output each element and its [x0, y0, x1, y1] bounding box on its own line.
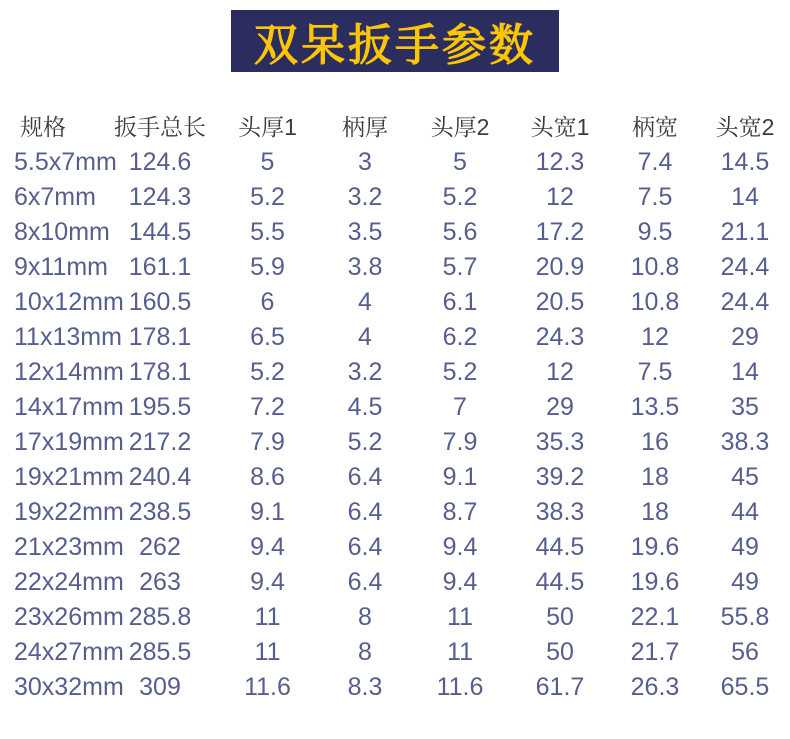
spec-table: [0, 105, 790, 705]
spec-cell: 9x11mm: [14, 253, 109, 281]
table-row: [0, 250, 790, 285]
page-title: 双呆扳手参数: [254, 21, 536, 70]
value-cell: 4: [358, 288, 372, 316]
value-cell: 49: [731, 568, 759, 596]
value-cell: 178.1: [128, 323, 192, 351]
spec-cell: 19x22mm: [14, 498, 124, 526]
value-cell: 44.5: [535, 568, 585, 596]
value-cell: 61.7: [535, 673, 585, 701]
value-cell: 7.4: [637, 148, 673, 176]
value-cell: 6: [260, 288, 275, 316]
value-cell: 49: [731, 533, 759, 561]
value-cell: 8.3: [347, 673, 383, 701]
value-cell: 6.4: [347, 568, 383, 596]
spec-cell: 24x27mm: [14, 638, 124, 666]
spec-cell: 8x10mm: [14, 218, 110, 246]
column-header: 头宽1: [530, 113, 590, 140]
value-cell: 6.1: [442, 288, 478, 316]
value-cell: 7.5: [637, 183, 673, 211]
value-cell: 9.5: [637, 218, 673, 246]
column-header: 柄宽: [632, 113, 678, 140]
table-row: [0, 565, 790, 600]
value-cell: 7.9: [250, 428, 285, 456]
spec-cell: 6x7mm: [14, 183, 96, 211]
value-cell: 38.3: [535, 498, 585, 526]
value-cell: 14.5: [720, 148, 770, 176]
value-cell: 21.7: [630, 638, 680, 666]
table-row: [0, 425, 790, 460]
value-cell: 4: [358, 323, 372, 351]
spec-cell: 21x23mm: [14, 533, 124, 561]
value-cell: 18: [641, 498, 669, 526]
spec-cell: 19x21mm: [14, 463, 124, 491]
value-cell: 5.6: [442, 218, 478, 246]
table-row: [0, 635, 790, 670]
value-cell: 11: [447, 638, 473, 666]
value-cell: 65.5: [720, 673, 770, 701]
value-cell: 6.2: [442, 323, 478, 351]
value-cell: 5.2: [442, 183, 478, 211]
table-row: [0, 530, 790, 565]
value-cell: 12: [641, 323, 669, 351]
value-cell: 16: [641, 428, 669, 456]
value-cell: 9.1: [250, 498, 285, 526]
column-header: 柄厚: [342, 113, 388, 140]
value-cell: 5.2: [250, 183, 285, 211]
value-cell: 56: [731, 638, 759, 666]
value-cell: 11: [447, 603, 473, 631]
value-cell: 7.2: [250, 393, 285, 421]
value-cell: 3: [358, 148, 372, 176]
table-row: [0, 145, 790, 180]
table-row: [0, 390, 790, 425]
value-cell: 3.5: [347, 218, 383, 246]
value-cell: 6.4: [347, 533, 383, 561]
value-cell: 39.2: [535, 463, 585, 491]
spec-cell: 14x17mm: [14, 393, 124, 421]
table-row: [0, 670, 790, 705]
value-cell: 4.5: [347, 393, 383, 421]
value-cell: 5.2: [347, 428, 383, 456]
value-cell: 12: [546, 183, 574, 211]
value-cell: 9.4: [250, 568, 285, 596]
column-header: 头厚2: [430, 113, 490, 140]
value-cell: 5: [453, 148, 467, 176]
value-cell: 124.3: [128, 183, 192, 211]
value-cell: 262: [139, 533, 181, 561]
spec-cell: 5.5x7mm: [14, 148, 117, 176]
value-cell: 285.5: [128, 638, 192, 666]
value-cell: 26.3: [630, 673, 680, 701]
value-cell: 13.5: [630, 393, 680, 421]
table-row: [0, 320, 790, 355]
value-cell: 19.6: [630, 533, 680, 561]
value-cell: 35.3: [535, 428, 585, 456]
value-cell: 7.5: [637, 358, 673, 386]
value-cell: 161.1: [128, 253, 192, 281]
value-cell: 14: [731, 183, 759, 211]
value-cell: 29: [546, 393, 574, 421]
value-cell: 240.4: [128, 463, 192, 491]
value-cell: 8: [358, 638, 372, 666]
value-cell: 19.6: [630, 568, 680, 596]
value-cell: 11: [254, 638, 281, 666]
value-cell: 21.1: [720, 218, 770, 246]
value-cell: 9.4: [442, 533, 478, 561]
spec-cell: 12x14mm: [14, 358, 124, 386]
table-row: [0, 460, 790, 495]
value-cell: 29: [731, 323, 759, 351]
value-cell: 195.5: [128, 393, 192, 421]
value-cell: 45: [731, 463, 759, 491]
value-cell: 38.3: [720, 428, 770, 456]
title-banner: [231, 10, 559, 72]
value-cell: 5.9: [250, 253, 285, 281]
value-cell: 10.8: [630, 253, 680, 281]
spec-cell: 23x26mm: [14, 603, 124, 631]
value-cell: 178.1: [128, 358, 192, 386]
value-cell: 5: [260, 148, 275, 176]
value-cell: 5.2: [250, 358, 285, 386]
table-row: [0, 180, 790, 215]
value-cell: 11.6: [244, 673, 291, 701]
value-cell: 6.4: [347, 498, 383, 526]
column-header: 头宽2: [715, 113, 775, 140]
value-cell: 263: [139, 568, 181, 596]
value-cell: 8: [358, 603, 372, 631]
value-cell: 5.2: [442, 358, 478, 386]
spec-cell: 10x12mm: [14, 288, 124, 316]
value-cell: 55.8: [720, 603, 770, 631]
value-cell: 309: [139, 673, 181, 701]
value-cell: 14: [731, 358, 759, 386]
spec-cell: 11x13mm: [14, 323, 122, 351]
spec-cell: 30x32mm: [14, 673, 124, 701]
value-cell: 11: [254, 603, 281, 631]
value-cell: 17.2: [535, 218, 585, 246]
table-row: [0, 495, 790, 530]
value-cell: 24.4: [720, 288, 770, 316]
value-cell: 9.4: [250, 533, 285, 561]
table-row: [0, 285, 790, 320]
value-cell: 9.1: [442, 463, 478, 491]
value-cell: 8.7: [442, 498, 478, 526]
value-cell: 44: [731, 498, 759, 526]
value-cell: 160.5: [128, 288, 192, 316]
value-cell: 7.9: [442, 428, 478, 456]
value-cell: 6.4: [347, 463, 383, 491]
value-cell: 50: [546, 638, 574, 666]
value-cell: 3.8: [347, 253, 383, 281]
value-cell: 18: [641, 463, 669, 491]
value-cell: 20.5: [535, 288, 585, 316]
value-cell: 8.6: [250, 463, 285, 491]
table-body: [0, 145, 790, 705]
value-cell: 124.6: [128, 148, 192, 176]
table-row: [0, 355, 790, 390]
spec-cell: 22x24mm: [14, 568, 124, 596]
value-cell: 3.2: [347, 183, 383, 211]
table-row: [0, 600, 790, 635]
value-cell: 12: [546, 358, 574, 386]
value-cell: 3.2: [347, 358, 383, 386]
value-cell: 22.1: [630, 603, 680, 631]
column-header: 头厚1: [238, 113, 297, 140]
table-row: [0, 215, 790, 250]
value-cell: 24.4: [720, 253, 770, 281]
value-cell: 24.3: [535, 323, 585, 351]
value-cell: 285.8: [128, 603, 192, 631]
value-cell: 7: [453, 393, 467, 421]
column-header: 规格: [20, 113, 66, 140]
value-cell: 238.5: [128, 498, 192, 526]
value-cell: 6.5: [250, 323, 285, 351]
value-cell: 5.5: [250, 218, 285, 246]
value-cell: 50: [546, 603, 574, 631]
spec-cell: 17x19mm: [14, 428, 124, 456]
value-cell: 144.5: [128, 218, 192, 246]
value-cell: 12.3: [535, 148, 585, 176]
value-cell: 5.7: [442, 253, 478, 281]
value-cell: 10.8: [630, 288, 680, 316]
value-cell: 20.9: [535, 253, 585, 281]
value-cell: 35: [731, 393, 759, 421]
header-row: [0, 105, 790, 145]
value-cell: 9.4: [442, 568, 478, 596]
column-header: 扳手总长: [114, 113, 206, 140]
value-cell: 11.6: [436, 673, 484, 701]
value-cell: 217.2: [128, 428, 192, 456]
value-cell: 44.5: [535, 533, 585, 561]
